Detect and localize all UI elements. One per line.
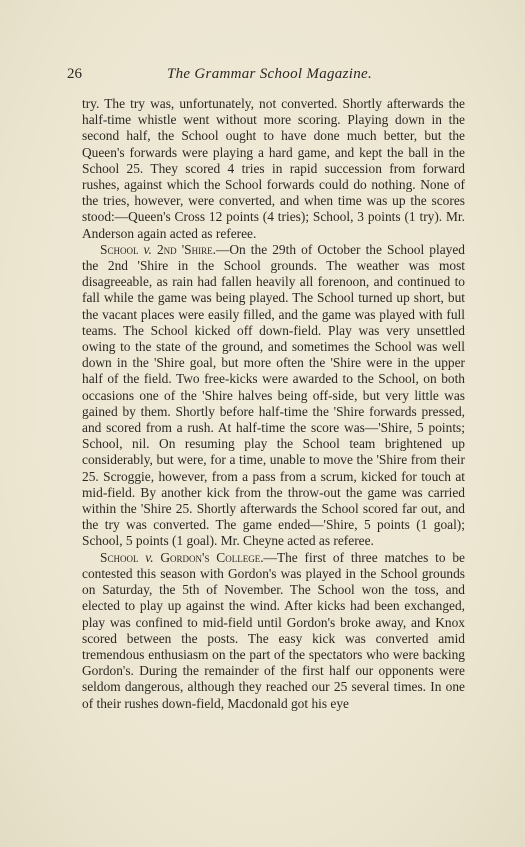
match-heading-versus: v. (145, 549, 154, 565)
match-heading-school: School (100, 241, 139, 257)
running-title: The Grammar School Magazine. (166, 66, 373, 82)
page-header (67, 66, 472, 88)
match-heading-school: School (100, 549, 139, 565)
paragraph-school-v-gordons-college (82, 550, 465, 712)
paragraph-queens-cross-continued (82, 96, 465, 242)
match-heading-opponent: 2nd 'Shire. (156, 241, 216, 257)
paragraph-text: try. The try was, unfortunately, not converted. Shortly afterwards the half-time whistle went without more scoring. Playing down in the second half, the School ought to have done much better, but the Queen's forwards were playing a hard game, and kept the ball in the School 25. They scored 4 tries in rapid succession from forward rushes, against which the School forwards could do nothing. None of the tries, however, were converted, and when time was up the scores stood:—Queen's Cross 12 points (4 tries); School, 3 points (1 try). Mr. Anderson again acted as referee. (82, 96, 465, 241)
paragraph-school-v-2nd-shire (82, 242, 465, 550)
match-heading-opponent: Gordon's College. (160, 549, 264, 565)
match-heading-versus: v. (143, 241, 152, 257)
page-number: 26 (67, 66, 82, 82)
paragraph-text: —The first of three matches to be contested this season with Gordon's was played in the School grounds on Saturday, the 5th of November. The School won the toss, and elected to play up against the wind. After kicks had been exchanged, play was confined to mid-field until Gordon's broke away, and Knox scored between the posts. The easy kick was converted amid tremendous enthusiasm on the part of the spectators who were backing Gordon's. During the remainder of the first half our opponents were seldom dangerous, although they reached our 25 several times. In one of their rushes down-field, Macdonald got his eye (82, 549, 465, 711)
article-body (82, 96, 465, 712)
paragraph-text: —On the 29th of October the School played the 2nd 'Shire in the School grounds. The weather was most disagreeable, as rain had fallen heavily all forenoon, and continued to fall while the game was being played. The School turned up short, but the vacant places were easily filled, and the game was played with full teams. The School kicked off down-field. Play was very unsettled owing to the state of the ground, and sometimes the School was well down in the 'Shire goal, but more often the 'Shire were in the upper half of the field. Two free-kicks were awarded to the School, on both occasions one of the 'Shire halves being off-side, but very little was gained by them. Shortly before half-time the 'Shire forwards pressed, and scored from a rush. At half-time the score was—'Shire, 5 points; School, nil. On resuming play the School team brightened up considerably, but were, for a time, unable to move the 'Shire from their 25. Scroggie, however, from a pass from a scrum, kicked for touch at mid-field. By another kick from the throw-out the game was carried within the 'Shire 25. Shortly afterwards the School scored far out, and the try was converted. The game ended—'Shire, 5 points (1 goal); School, 5 points (1 goal). Mr. Cheyne acted as referee. (82, 241, 465, 549)
